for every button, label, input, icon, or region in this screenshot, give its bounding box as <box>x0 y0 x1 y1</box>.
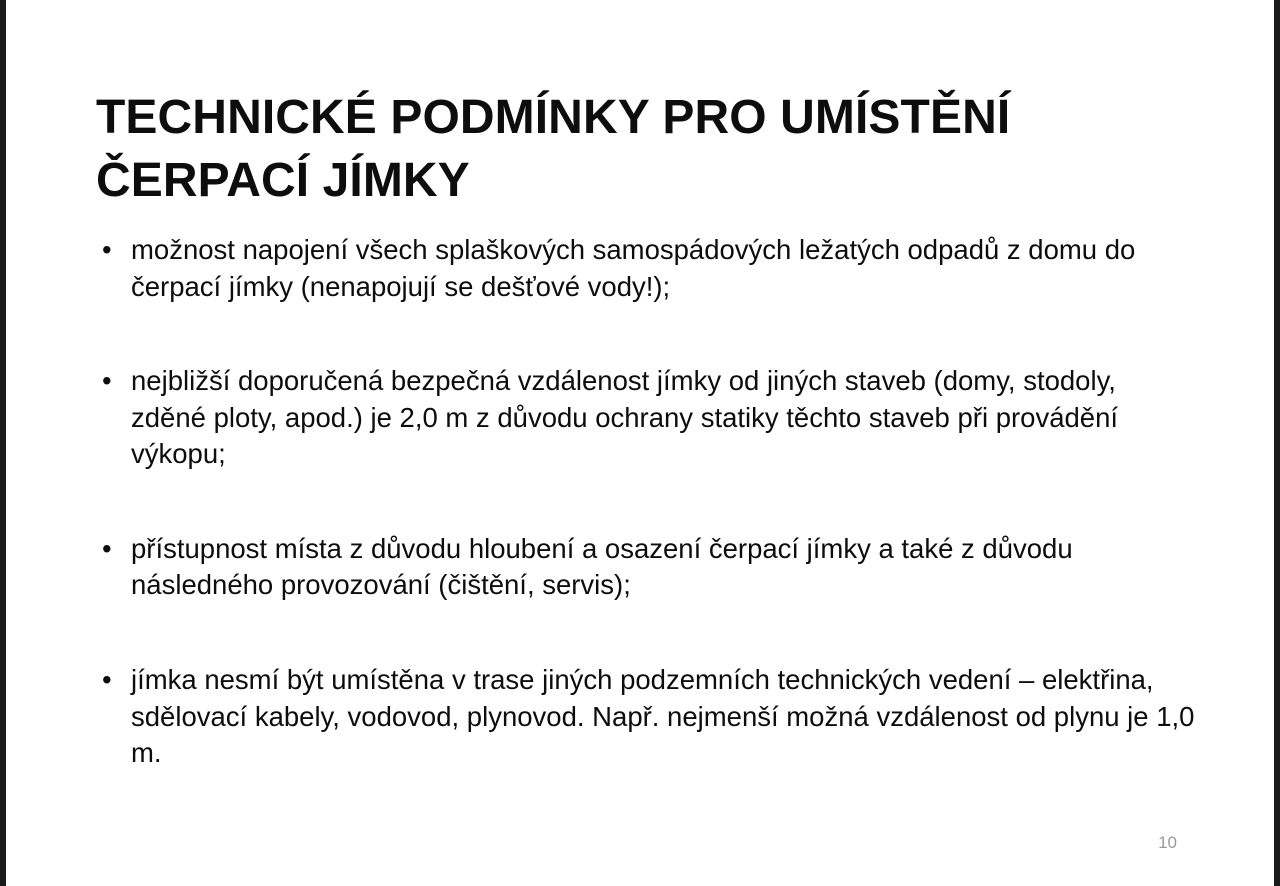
list-item <box>96 662 1196 772</box>
slide-bullet-list <box>96 232 1196 772</box>
list-item-text: jímka nesmí být umístěna v trase jiných podzemních technických vedení – elektřina, sdělovací kabely, vodovod, plynovod. Např. nejmenší možná vzdálenost od plynu je 1,0 m. <box>131 663 1195 769</box>
list-item <box>96 232 1196 305</box>
list-item <box>96 531 1196 604</box>
slide-title: TECHNICKÉ PODMÍNKY PRO UMÍSTĚNÍ ČERPACÍ JÍMKY <box>96 91 1011 207</box>
bullet-marker-icon: • <box>102 234 112 265</box>
slide-right-edge-band <box>1274 0 1280 886</box>
slide-left-edge-band <box>0 0 6 886</box>
bullet-marker-icon: • <box>102 663 112 695</box>
bullet-marker-icon: • <box>102 365 112 397</box>
list-item-text: možnost napojení všech splaškových samospádových ležatých odpadů z domu do čerpací jímky (nenapojují se dešťové vody!); <box>131 234 1136 302</box>
list-item-text: nejbližší doporučená bezpečná vzdálenost jímky od jiných staveb (domy, stodoly, zděné ploty, apod.) je 2,0 m z důvodu ochrany statiky těchto staveb při provádění výkopu; <box>131 365 1119 470</box>
bullet-marker-icon: • <box>102 532 112 564</box>
page-number: 10 <box>1158 833 1177 852</box>
list-item <box>96 363 1196 473</box>
list-item-text: přístupnost místa z důvodu hloubení a osazení čerpací jímky a také z důvodu následného provozování (čištění, servis); <box>131 532 1073 601</box>
